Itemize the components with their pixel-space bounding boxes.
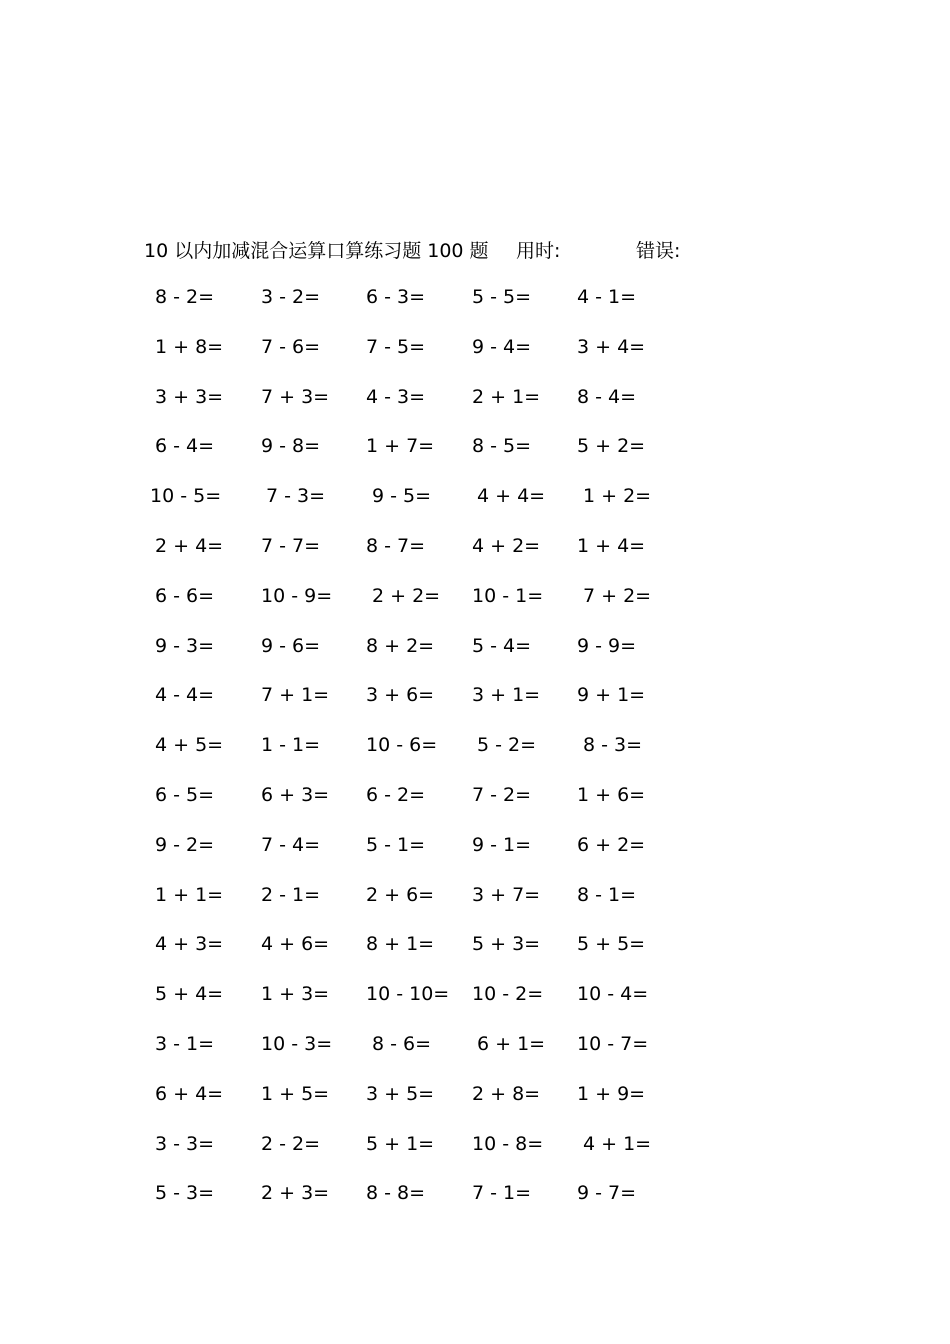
math-problem: 7 + 2= (583, 584, 652, 607)
problem-row (0, 286, 950, 336)
math-problem: 3 - 2= (261, 286, 321, 308)
worksheet-header (0, 236, 950, 264)
math-problem: 6 + 1= (477, 1032, 546, 1055)
math-problem: 10 - 1= (472, 584, 544, 607)
math-problem: 9 - 3= (155, 634, 215, 657)
math-problem: 6 + 3= (261, 783, 330, 806)
math-problem: 6 + 2= (577, 833, 646, 856)
problem-row (0, 784, 950, 834)
math-problem: 3 + 4= (577, 335, 646, 358)
math-problem: 8 - 1= (577, 883, 637, 906)
math-problem: 4 + 3= (155, 933, 224, 956)
math-problem: 5 - 3= (155, 1182, 215, 1205)
problem-row (0, 1133, 950, 1183)
math-problem: 5 - 2= (477, 734, 537, 757)
math-problem: 9 - 2= (155, 833, 215, 856)
math-problem: 2 + 3= (261, 1182, 330, 1205)
math-problem: 5 + 3= (472, 933, 541, 956)
math-problem: 6 - 3= (366, 286, 426, 308)
math-problem: 1 + 3= (261, 983, 330, 1006)
math-problem: 1 + 9= (577, 1082, 646, 1105)
math-problem: 3 + 1= (472, 684, 541, 707)
math-problem: 10 - 8= (472, 1132, 544, 1155)
math-problem: 4 - 3= (366, 385, 426, 408)
math-problem: 5 - 4= (472, 634, 532, 657)
math-problem: 2 - 1= (261, 883, 321, 906)
math-problem: 7 - 3= (266, 485, 326, 508)
problem-row (0, 435, 950, 485)
problem-row (0, 884, 950, 934)
math-problem: 6 - 5= (155, 783, 215, 806)
math-problem: 7 - 7= (261, 534, 321, 557)
math-problem: 3 - 1= (155, 1032, 215, 1055)
math-problem: 10 - 9= (261, 584, 333, 607)
math-problem: 6 - 4= (155, 435, 215, 458)
math-problem: 1 - 1= (261, 734, 321, 757)
math-problem: 6 + 4= (155, 1082, 224, 1105)
problem-row (0, 635, 950, 685)
math-problem: 5 + 2= (577, 435, 646, 458)
math-problem: 9 - 8= (261, 435, 321, 458)
problem-row (0, 1033, 950, 1083)
problem-row (0, 535, 950, 585)
math-problem: 8 + 2= (366, 634, 435, 657)
math-problem: 2 + 2= (372, 584, 441, 607)
problem-row (0, 983, 950, 1033)
math-problem: 8 - 8= (366, 1182, 426, 1205)
time-used-label: 用时: (516, 240, 561, 262)
problem-row (0, 1083, 950, 1133)
math-problem: 8 + 1= (366, 933, 435, 956)
math-problem: 3 + 7= (472, 883, 541, 906)
math-problem: 10 - 4= (577, 983, 649, 1006)
math-problem: 3 - 3= (155, 1132, 215, 1155)
problem-row (0, 336, 950, 386)
math-problem: 5 - 5= (472, 286, 532, 308)
math-problem: 8 - 7= (366, 534, 426, 557)
math-problem: 8 - 3= (583, 734, 643, 757)
math-problem: 1 + 2= (583, 485, 652, 508)
math-problem: 4 + 4= (477, 485, 546, 508)
math-problem: 1 + 8= (155, 335, 224, 358)
problem-row (0, 485, 950, 535)
math-problem: 10 - 7= (577, 1032, 649, 1055)
math-problem: 4 - 4= (155, 684, 215, 707)
math-problem: 9 + 1= (577, 684, 646, 707)
problem-row (0, 1182, 950, 1232)
math-problem: 5 - 1= (366, 833, 426, 856)
math-problem: 9 - 6= (261, 634, 321, 657)
math-problem: 9 - 7= (577, 1182, 637, 1205)
math-problem: 7 + 3= (261, 385, 330, 408)
math-problem: 10 - 10= (366, 983, 450, 1006)
problem-row (0, 585, 950, 635)
math-problem: 5 + 4= (155, 983, 224, 1006)
math-problem: 2 - 2= (261, 1132, 321, 1155)
math-problem: 8 - 5= (472, 435, 532, 458)
math-problem: 1 + 5= (261, 1082, 330, 1105)
math-problem: 7 - 1= (472, 1182, 532, 1205)
math-problem: 4 + 5= (155, 734, 224, 757)
problem-grid (0, 286, 950, 1232)
worksheet-title: 10 以内加减混合运算口算练习题 100 题 (144, 240, 489, 262)
math-problem: 2 + 8= (472, 1082, 541, 1105)
problem-row (0, 734, 950, 784)
math-problem: 5 + 1= (366, 1132, 435, 1155)
math-problem: 4 + 2= (472, 534, 541, 557)
math-problem: 9 - 1= (472, 833, 532, 856)
math-problem: 7 + 1= (261, 684, 330, 707)
math-problem: 9 - 4= (472, 335, 532, 358)
math-problem: 4 - 1= (577, 286, 637, 308)
math-problem: 1 + 1= (155, 883, 224, 906)
math-problem: 1 + 6= (577, 783, 646, 806)
math-problem: 7 - 4= (261, 833, 321, 856)
math-problem: 5 + 5= (577, 933, 646, 956)
math-problem: 8 - 4= (577, 385, 637, 408)
math-problem: 2 + 4= (155, 534, 224, 557)
math-problem: 9 - 9= (577, 634, 637, 657)
math-problem: 4 + 1= (583, 1132, 652, 1155)
math-problem: 10 - 6= (366, 734, 438, 757)
errors-label: 错误: (636, 240, 681, 262)
math-problem: 8 - 2= (155, 286, 215, 308)
math-problem: 8 - 6= (372, 1032, 432, 1055)
math-problem: 7 - 5= (366, 335, 426, 358)
math-problem: 4 + 6= (261, 933, 330, 956)
math-problem: 6 - 2= (366, 783, 426, 806)
math-problem: 10 - 3= (261, 1032, 333, 1055)
math-problem: 10 - 5= (150, 485, 222, 508)
math-problem: 7 - 6= (261, 335, 321, 358)
math-problem: 3 + 5= (366, 1082, 435, 1105)
problem-row (0, 684, 950, 734)
math-problem: 9 - 5= (372, 485, 432, 508)
problem-row (0, 386, 950, 436)
math-problem: 10 - 2= (472, 983, 544, 1006)
math-problem: 1 + 7= (366, 435, 435, 458)
problem-row (0, 933, 950, 983)
math-problem: 2 + 6= (366, 883, 435, 906)
math-problem: 3 + 3= (155, 385, 224, 408)
math-problem: 6 - 6= (155, 584, 215, 607)
problem-row (0, 834, 950, 884)
math-problem: 3 + 6= (366, 684, 435, 707)
math-problem: 7 - 2= (472, 783, 532, 806)
math-problem: 1 + 4= (577, 534, 646, 557)
math-problem: 2 + 1= (472, 385, 541, 408)
